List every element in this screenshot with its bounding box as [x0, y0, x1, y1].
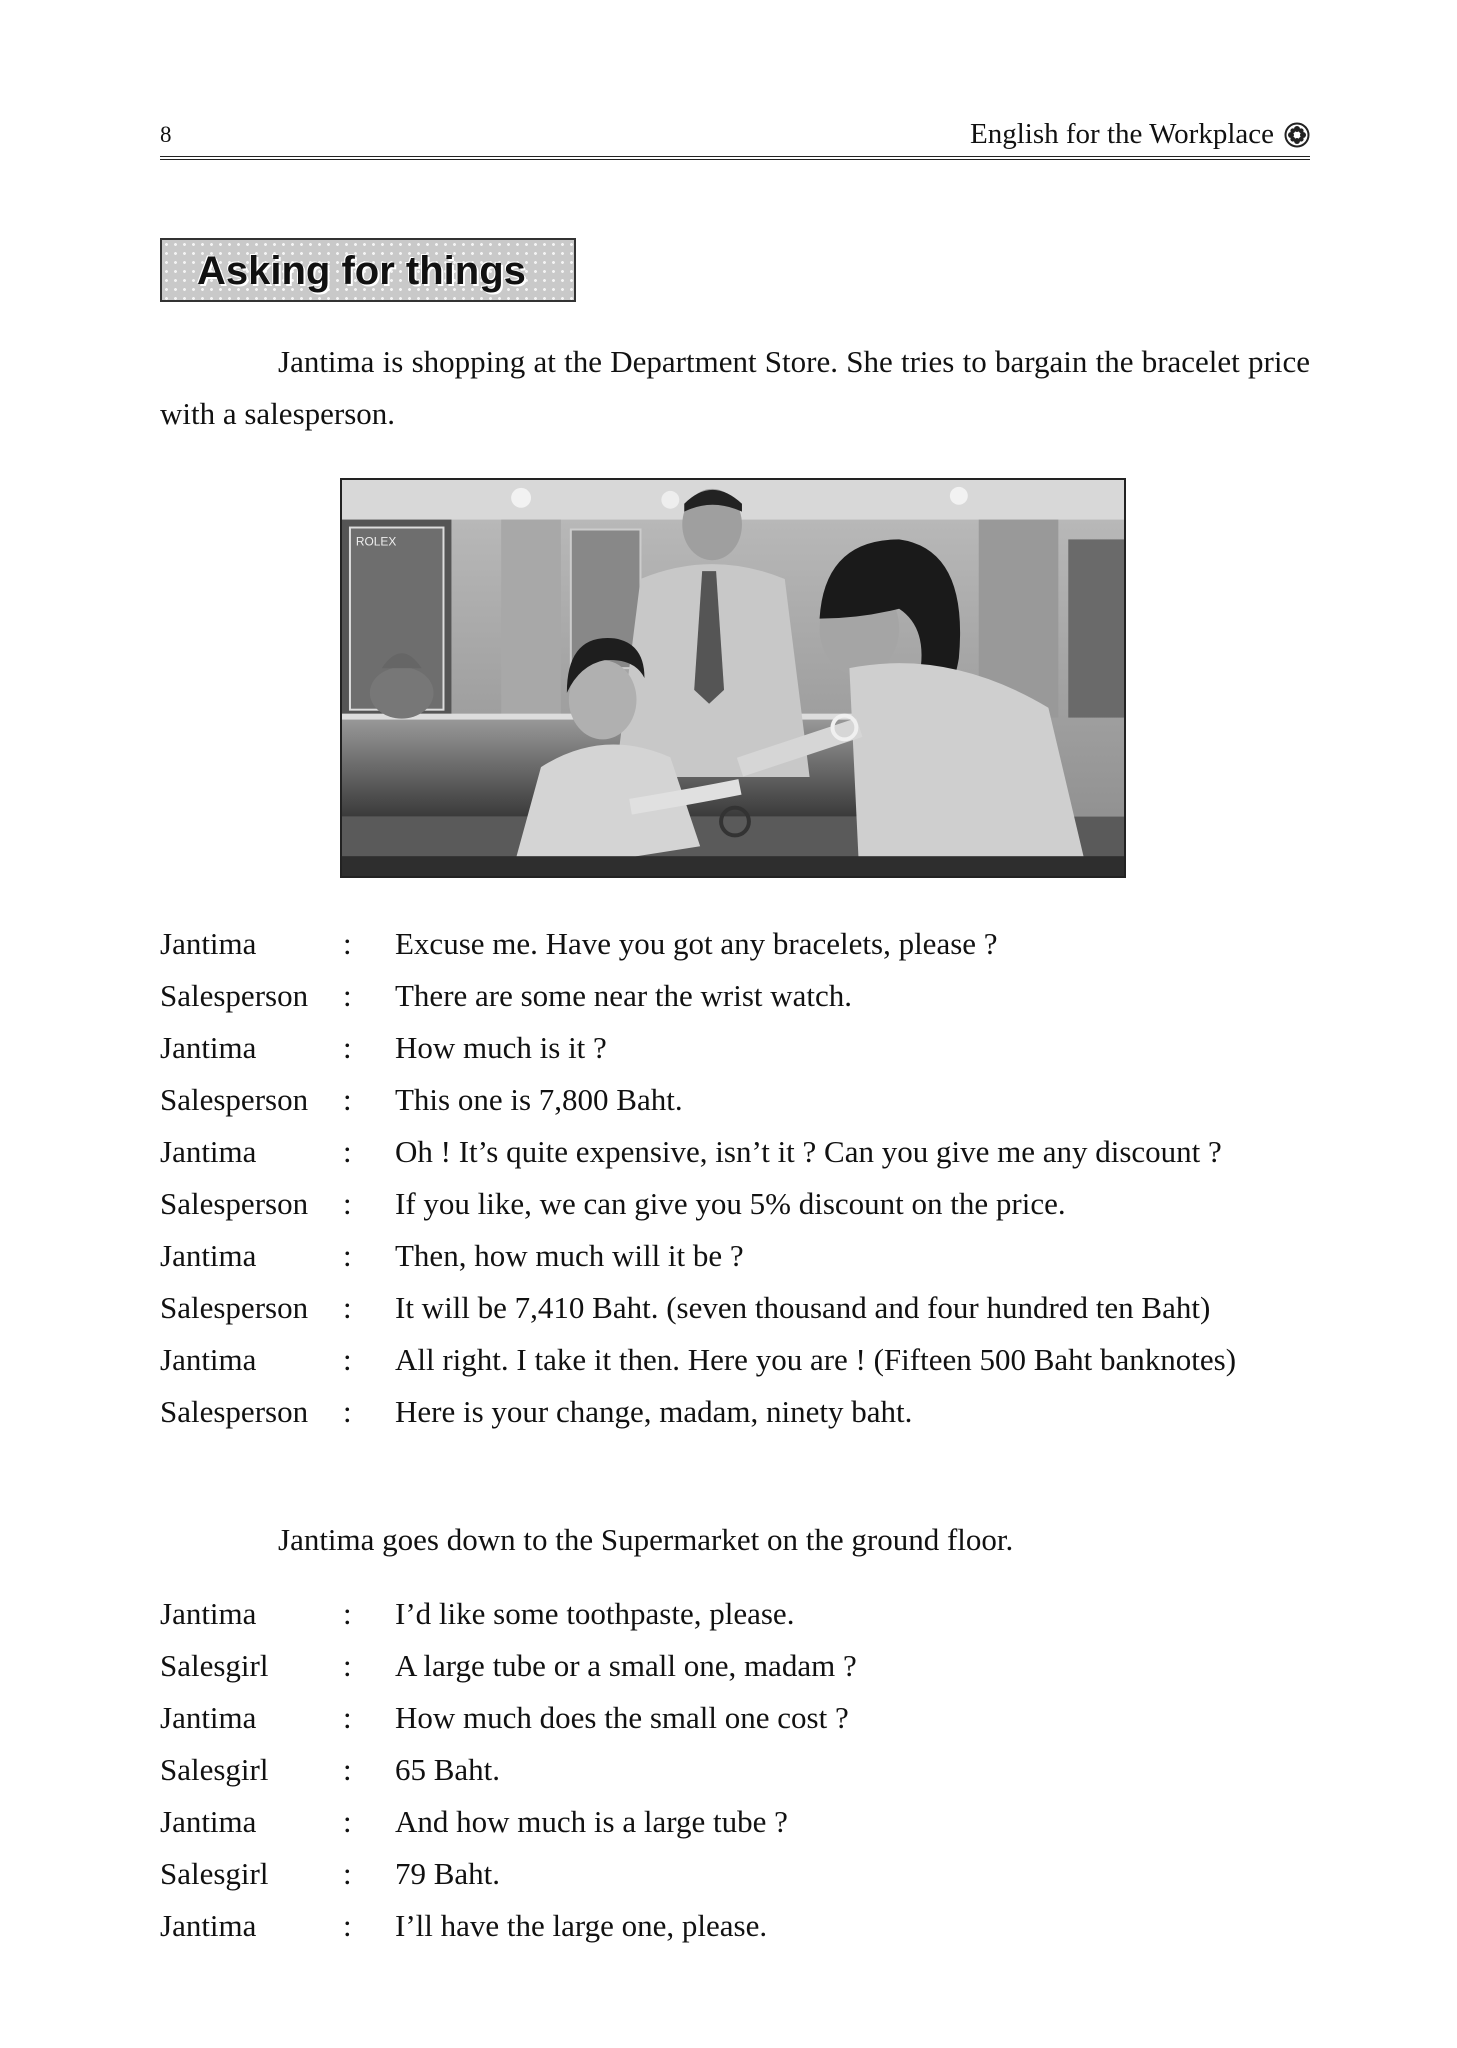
colon-separator: :	[343, 926, 352, 961]
speaker-label: Jantima	[160, 1134, 257, 1169]
speaker-label: Salesgirl	[160, 1648, 269, 1683]
dialogue-toothpaste	[160, 1588, 1320, 1952]
intro-paragraph: Jantima is shopping at the Department Store. She tries to bargain the bracelet price with a salesperson.	[160, 344, 1310, 431]
colon-separator: :	[343, 1238, 352, 1273]
dialogue-line	[160, 1126, 1320, 1178]
utterance: 79 Baht.	[395, 1856, 501, 1891]
colon-separator: :	[343, 1648, 352, 1683]
utterance: Oh ! It’s quite expensive, isn’t it ? Can you give me any discount ?	[395, 1134, 1222, 1169]
dialogue-line	[160, 1178, 1320, 1230]
running-title-text: English for the Workplace	[970, 118, 1274, 150]
colon-separator: :	[343, 1856, 352, 1891]
colon-separator: :	[343, 1030, 352, 1065]
utterance: I’ll have the large one, please.	[395, 1908, 768, 1943]
dialogue-line	[160, 1386, 1320, 1438]
dialogue-line	[160, 1640, 1320, 1692]
dialogue-line	[160, 1022, 1320, 1074]
speaker-label: Jantima	[160, 1342, 257, 1377]
colon-separator: :	[343, 978, 352, 1013]
colon-separator: :	[343, 1290, 352, 1325]
dialogue-line	[160, 1282, 1320, 1334]
dialogue-line	[160, 970, 1320, 1022]
rolex-sign: ROLEX	[355, 534, 397, 549]
speaker-label: Jantima	[160, 1596, 257, 1631]
speaker-label: Jantima	[160, 1238, 257, 1273]
dialogue-line	[160, 1848, 1320, 1900]
colon-separator: :	[343, 1186, 352, 1221]
utterance: Here is your change, madam, ninety baht.	[395, 1394, 913, 1429]
utterance: This one is 7,800 Baht.	[395, 1082, 683, 1117]
speaker-label: Jantima	[160, 1700, 257, 1735]
utterance: All right. I take it then. Here you are ! (Fifteen 500 Baht banknotes)	[395, 1342, 1237, 1377]
dialogue-line	[160, 1900, 1320, 1952]
colon-separator: :	[343, 1394, 352, 1429]
dialogue-line	[160, 918, 1320, 970]
speaker-label: Salesperson	[160, 1082, 309, 1117]
colon-separator: :	[343, 1596, 352, 1631]
dialogue-bracelet	[160, 918, 1320, 1438]
page-number: 8	[160, 122, 172, 147]
speaker-label: Salesperson	[160, 1394, 309, 1429]
utterance: A large tube or a small one, madam ?	[395, 1648, 857, 1683]
section-heading-box	[160, 238, 576, 302]
colon-separator: :	[343, 1752, 352, 1787]
speaker-label: Jantima	[160, 1030, 257, 1065]
colon-separator: :	[343, 1342, 352, 1377]
utterance: I’d like some toothpaste, please.	[395, 1596, 795, 1631]
utterance: There are some near the wrist watch.	[395, 978, 853, 1013]
flower-icon	[1284, 122, 1310, 148]
utterance: How much does the small one cost ?	[395, 1700, 849, 1735]
speaker-label: Salesperson	[160, 978, 309, 1013]
dialogue-line	[160, 1796, 1320, 1848]
narration-paragraph: Jantima goes down to the Supermarket on the ground floor.	[278, 1522, 1014, 1557]
speaker-label: Salesperson	[160, 1186, 309, 1221]
page-header	[160, 118, 1310, 160]
dialogue-line	[160, 1334, 1320, 1386]
dialogue-line	[160, 1074, 1320, 1126]
utterance: And how much is a large tube ?	[395, 1804, 788, 1839]
shop-photo	[340, 478, 1126, 878]
utterance: Then, how much will it be ?	[395, 1238, 744, 1273]
utterance: It will be 7,410 Baht. (seven thousand and four hundred ten Baht)	[395, 1290, 1211, 1325]
utterance: If you like, we can give you 5% discount on the price.	[395, 1186, 1066, 1221]
colon-separator: :	[343, 1082, 352, 1117]
photo-illustration	[342, 480, 1124, 876]
dialogue-line	[160, 1744, 1320, 1796]
speaker-label: Salesperson	[160, 1290, 309, 1325]
speaker-label: Jantima	[160, 1804, 257, 1839]
running-title	[970, 118, 1310, 151]
speaker-label: Jantima	[160, 926, 257, 961]
colon-separator: :	[343, 1700, 352, 1735]
dialogue-line	[160, 1588, 1320, 1640]
dialogue-line	[160, 1692, 1320, 1744]
colon-separator: :	[343, 1134, 352, 1169]
speaker-label: Salesgirl	[160, 1856, 269, 1891]
utterance: 65 Baht.	[395, 1752, 501, 1787]
speaker-label: Jantima	[160, 1908, 257, 1943]
section-title: Asking for things	[197, 249, 526, 293]
dialogue-line	[160, 1230, 1320, 1282]
utterance: How much is it ?	[395, 1030, 607, 1065]
utterance: Excuse me. Have you got any bracelets, please ?	[395, 926, 998, 961]
colon-separator: :	[343, 1908, 352, 1943]
speaker-label: Salesgirl	[160, 1752, 269, 1787]
colon-separator: :	[343, 1804, 352, 1839]
